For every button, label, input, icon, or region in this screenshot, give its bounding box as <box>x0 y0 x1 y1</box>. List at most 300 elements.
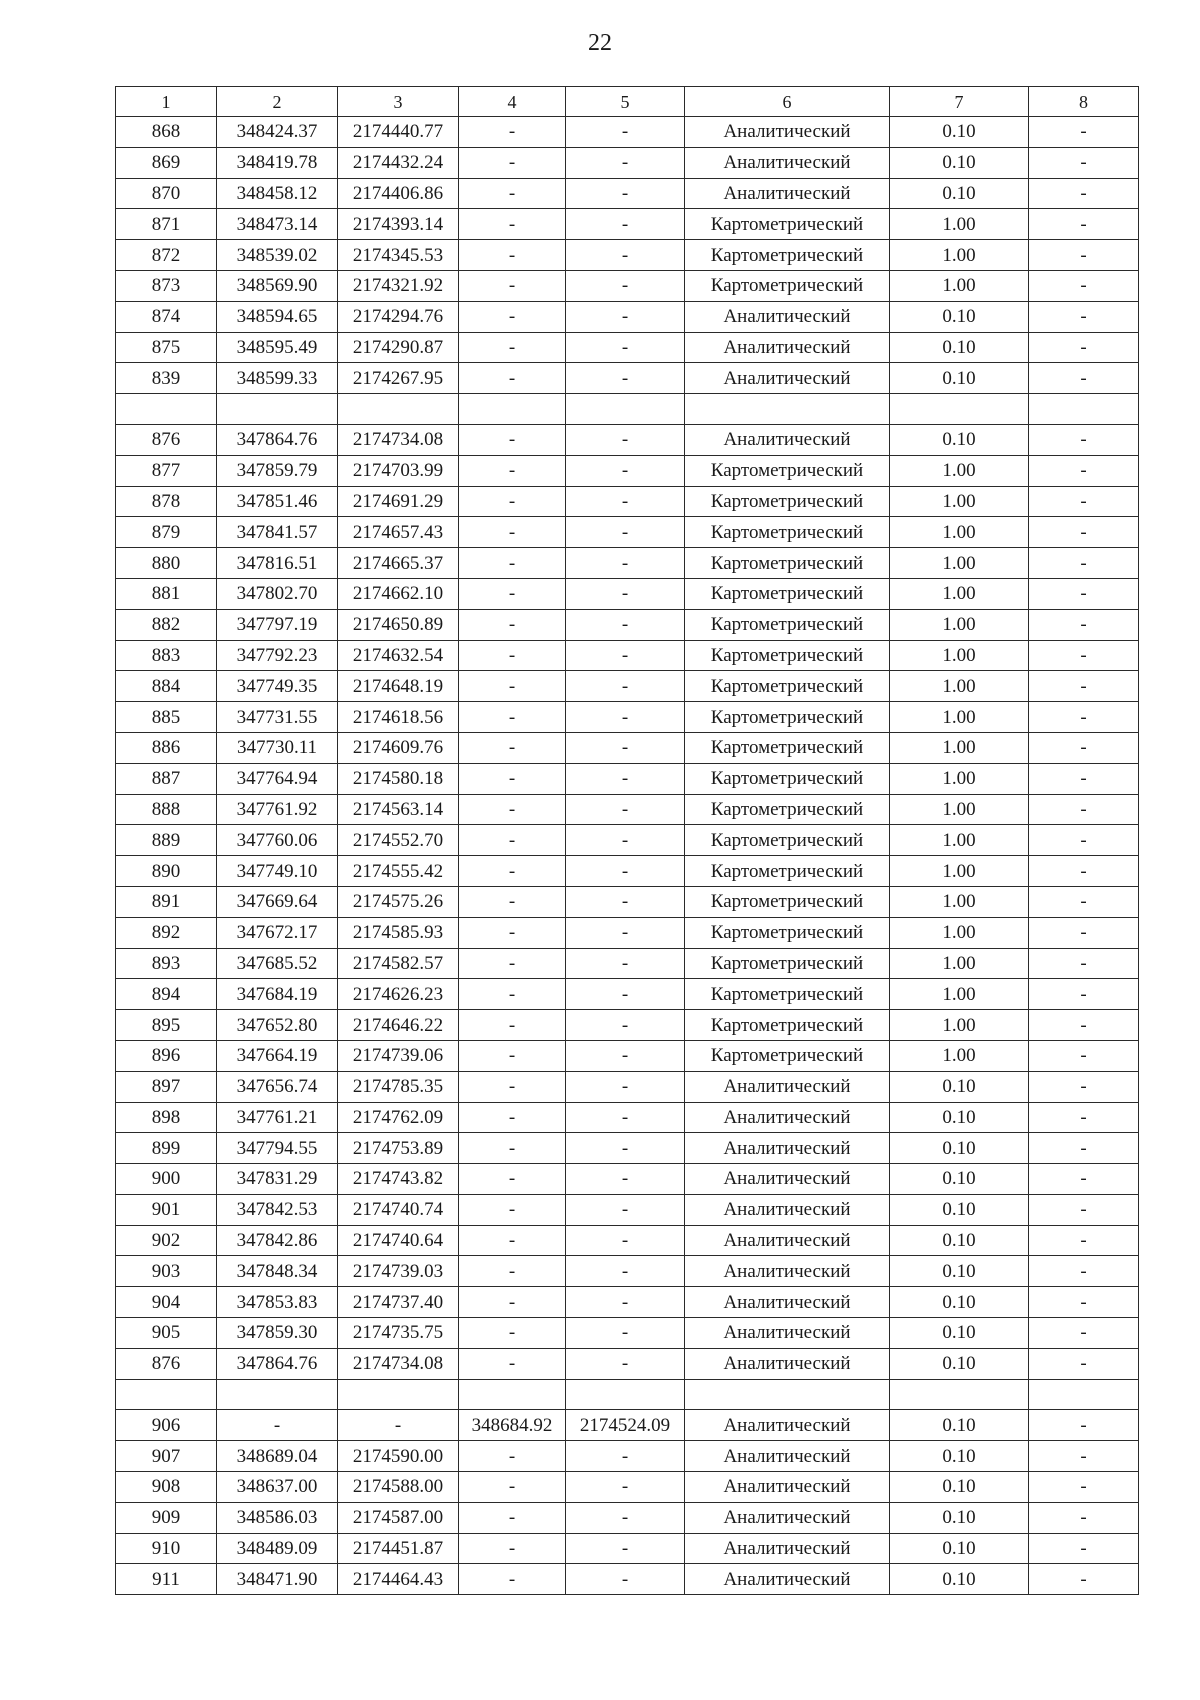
description-cell: - <box>1029 794 1139 825</box>
point-number-cell: 882 <box>116 609 217 640</box>
x-new-cell: - <box>459 1287 566 1318</box>
x-coordinate-cell: 348458.12 <box>217 178 338 209</box>
x-coordinate-cell: 347841.57 <box>217 517 338 548</box>
table-row <box>116 671 1139 702</box>
x-new-cell: - <box>459 1472 566 1503</box>
description-cell: - <box>1029 702 1139 733</box>
x-new-cell: - <box>459 609 566 640</box>
x-coordinate-cell: 348424.37 <box>217 117 338 148</box>
description-cell: - <box>1029 917 1139 948</box>
table-row <box>116 209 1139 240</box>
point-number-cell: 884 <box>116 671 217 702</box>
x-coordinate-cell: 347792.23 <box>217 640 338 671</box>
table-row <box>116 948 1139 979</box>
y-coordinate-cell: 2174650.89 <box>338 609 459 640</box>
x-new-cell: - <box>459 1256 566 1287</box>
y-new-cell: - <box>566 178 685 209</box>
point-number-cell <box>116 1379 217 1410</box>
accuracy-cell: 0.10 <box>890 332 1029 363</box>
accuracy-cell: 1.00 <box>890 455 1029 486</box>
y-coordinate-cell <box>338 394 459 425</box>
y-new-cell: - <box>566 1318 685 1349</box>
point-number-cell: 869 <box>116 147 217 178</box>
y-new-cell: - <box>566 455 685 486</box>
accuracy-cell: 0.10 <box>890 1071 1029 1102</box>
y-coordinate-cell: 2174580.18 <box>338 763 459 794</box>
x-coordinate-cell: 347761.21 <box>217 1102 338 1133</box>
y-new-cell: - <box>566 1348 685 1379</box>
y-new-cell: - <box>566 147 685 178</box>
point-number-cell: 904 <box>116 1287 217 1318</box>
y-coordinate-cell: 2174575.26 <box>338 886 459 917</box>
x-new-cell: - <box>459 332 566 363</box>
method-cell: Аналитический <box>685 1502 890 1533</box>
table-row <box>116 763 1139 794</box>
description-cell: - <box>1029 1410 1139 1441</box>
x-new-cell: - <box>459 178 566 209</box>
x-coordinate-cell: 348569.90 <box>217 270 338 301</box>
table-row <box>116 1348 1139 1379</box>
accuracy-cell: 0.10 <box>890 1533 1029 1564</box>
x-coordinate-cell: 348595.49 <box>217 332 338 363</box>
accuracy-cell: 1.00 <box>890 1010 1029 1041</box>
x-coordinate-cell: 348471.90 <box>217 1564 338 1595</box>
x-new-cell: - <box>459 794 566 825</box>
y-new-cell: - <box>566 1564 685 1595</box>
point-number-cell: 893 <box>116 948 217 979</box>
description-cell: - <box>1029 1502 1139 1533</box>
coordinates-table <box>115 86 1139 1595</box>
point-number-cell: 906 <box>116 1410 217 1441</box>
y-coordinate-cell: 2174290.87 <box>338 332 459 363</box>
method-cell: Аналитический <box>685 1256 890 1287</box>
y-coordinate-cell: 2174743.82 <box>338 1164 459 1195</box>
table-row <box>116 117 1139 148</box>
accuracy-cell: 1.00 <box>890 794 1029 825</box>
method-cell: Аналитический <box>685 1194 890 1225</box>
accuracy-cell: 1.00 <box>890 578 1029 609</box>
accuracy-cell: 1.00 <box>890 548 1029 579</box>
y-coordinate-cell: 2174740.64 <box>338 1225 459 1256</box>
method-cell: Аналитический <box>685 147 890 178</box>
x-new-cell: - <box>459 424 566 455</box>
table-row <box>116 240 1139 271</box>
point-number-cell: 839 <box>116 363 217 394</box>
table-row <box>116 1533 1139 1564</box>
x-coordinate-cell: 347685.52 <box>217 948 338 979</box>
accuracy-cell: 1.00 <box>890 917 1029 948</box>
point-number-cell: 873 <box>116 270 217 301</box>
x-coordinate-cell: 347761.92 <box>217 794 338 825</box>
accuracy-cell: 0.10 <box>890 1287 1029 1318</box>
column-header: 4 <box>459 87 566 117</box>
x-new-cell: - <box>459 240 566 271</box>
y-coordinate-cell: 2174563.14 <box>338 794 459 825</box>
table-header-row <box>116 87 1139 117</box>
point-number-cell: 899 <box>116 1133 217 1164</box>
table-row <box>116 886 1139 917</box>
y-new-cell: - <box>566 424 685 455</box>
description-cell: - <box>1029 363 1139 394</box>
x-new-cell: - <box>459 1133 566 1164</box>
table-row <box>116 1102 1139 1133</box>
point-number-cell: 879 <box>116 517 217 548</box>
method-cell: Аналитический <box>685 1225 890 1256</box>
method-cell: Картометрический <box>685 732 890 763</box>
y-coordinate-cell: 2174735.75 <box>338 1318 459 1349</box>
point-number-cell: 910 <box>116 1533 217 1564</box>
column-header: 2 <box>217 87 338 117</box>
x-new-cell: - <box>459 486 566 517</box>
x-coordinate-cell: 347669.64 <box>217 886 338 917</box>
table-row <box>116 394 1139 425</box>
y-coordinate-cell: 2174734.08 <box>338 424 459 455</box>
table-row <box>116 1164 1139 1195</box>
column-header: 5 <box>566 87 685 117</box>
method-cell: Картометрический <box>685 856 890 887</box>
y-coordinate-cell: 2174646.22 <box>338 1010 459 1041</box>
y-new-cell: - <box>566 856 685 887</box>
y-coordinate-cell: 2174555.42 <box>338 856 459 887</box>
table-row <box>116 424 1139 455</box>
x-coordinate-cell: 347851.46 <box>217 486 338 517</box>
x-new-cell: - <box>459 948 566 979</box>
point-number-cell: 887 <box>116 763 217 794</box>
x-coordinate-cell: 347859.79 <box>217 455 338 486</box>
description-cell: - <box>1029 1102 1139 1133</box>
y-coordinate-cell: 2174737.40 <box>338 1287 459 1318</box>
x-new-cell <box>459 394 566 425</box>
point-number-cell: 898 <box>116 1102 217 1133</box>
column-header: 6 <box>685 87 890 117</box>
method-cell: Картометрический <box>685 609 890 640</box>
table-row <box>116 301 1139 332</box>
method-cell: Картометрический <box>685 640 890 671</box>
x-coordinate-cell: 347864.76 <box>217 1348 338 1379</box>
x-new-cell: - <box>459 363 566 394</box>
accuracy-cell: 1.00 <box>890 856 1029 887</box>
description-cell: - <box>1029 1133 1139 1164</box>
x-new-cell: - <box>459 1564 566 1595</box>
point-number-cell: 895 <box>116 1010 217 1041</box>
method-cell: Аналитический <box>685 1441 890 1472</box>
x-coordinate-cell: 348539.02 <box>217 240 338 271</box>
y-new-cell: - <box>566 763 685 794</box>
table-row <box>116 363 1139 394</box>
accuracy-cell: 1.00 <box>890 671 1029 702</box>
accuracy-cell <box>890 1379 1029 1410</box>
y-new-cell: - <box>566 1071 685 1102</box>
accuracy-cell: 0.10 <box>890 1502 1029 1533</box>
accuracy-cell: 1.00 <box>890 270 1029 301</box>
point-number-cell: 877 <box>116 455 217 486</box>
method-cell: Аналитический <box>685 332 890 363</box>
x-coordinate-cell <box>217 1379 338 1410</box>
y-new-cell: - <box>566 363 685 394</box>
description-cell: - <box>1029 1194 1139 1225</box>
description-cell: - <box>1029 1564 1139 1595</box>
accuracy-cell: 0.10 <box>890 1410 1029 1441</box>
description-cell: - <box>1029 671 1139 702</box>
method-cell: Аналитический <box>685 301 890 332</box>
point-number-cell: 881 <box>116 578 217 609</box>
description-cell: - <box>1029 825 1139 856</box>
y-coordinate-cell: 2174739.06 <box>338 1040 459 1071</box>
point-number-cell: 891 <box>116 886 217 917</box>
accuracy-cell: 1.00 <box>890 640 1029 671</box>
method-cell: Аналитический <box>685 1071 890 1102</box>
table-row <box>116 1318 1139 1349</box>
description-cell: - <box>1029 763 1139 794</box>
x-new-cell: - <box>459 548 566 579</box>
x-coordinate-cell: 348599.33 <box>217 363 338 394</box>
method-cell: Картометрический <box>685 455 890 486</box>
method-cell: Аналитический <box>685 424 890 455</box>
x-coordinate-cell: 347816.51 <box>217 548 338 579</box>
accuracy-cell: 0.10 <box>890 1564 1029 1595</box>
method-cell: Картометрический <box>685 1010 890 1041</box>
method-cell: Аналитический <box>685 117 890 148</box>
y-coordinate-cell: 2174590.00 <box>338 1441 459 1472</box>
y-coordinate-cell: 2174626.23 <box>338 979 459 1010</box>
point-number-cell: 905 <box>116 1318 217 1349</box>
point-number-cell: 901 <box>116 1194 217 1225</box>
table-row <box>116 1071 1139 1102</box>
column-header: 1 <box>116 87 217 117</box>
table-row <box>116 486 1139 517</box>
method-cell: Аналитический <box>685 1348 890 1379</box>
method-cell: Картометрический <box>685 702 890 733</box>
x-new-cell: - <box>459 886 566 917</box>
description-cell: - <box>1029 517 1139 548</box>
x-new-cell: - <box>459 117 566 148</box>
accuracy-cell: 0.10 <box>890 1102 1029 1133</box>
method-cell: Картометрический <box>685 948 890 979</box>
accuracy-cell: 0.10 <box>890 1256 1029 1287</box>
table-row <box>116 1256 1139 1287</box>
x-coordinate-cell: 347760.06 <box>217 825 338 856</box>
x-coordinate-cell: 348637.00 <box>217 1472 338 1503</box>
table-row <box>116 1010 1139 1041</box>
x-coordinate-cell: 347749.35 <box>217 671 338 702</box>
table-row <box>116 578 1139 609</box>
y-coordinate-cell: 2174662.10 <box>338 578 459 609</box>
description-cell: - <box>1029 1533 1139 1564</box>
y-coordinate-cell: 2174648.19 <box>338 671 459 702</box>
x-coordinate-cell: 347764.94 <box>217 763 338 794</box>
table-row <box>116 825 1139 856</box>
y-coordinate-cell: 2174267.95 <box>338 363 459 394</box>
y-new-cell: - <box>566 1502 685 1533</box>
y-coordinate-cell: 2174321.92 <box>338 270 459 301</box>
description-cell: - <box>1029 979 1139 1010</box>
y-new-cell <box>566 1379 685 1410</box>
x-coordinate-cell: 347672.17 <box>217 917 338 948</box>
accuracy-cell: 0.10 <box>890 1318 1029 1349</box>
accuracy-cell: 0.10 <box>890 117 1029 148</box>
y-new-cell: - <box>566 486 685 517</box>
table-row <box>116 609 1139 640</box>
accuracy-cell: 0.10 <box>890 1133 1029 1164</box>
x-coordinate-cell: 348489.09 <box>217 1533 338 1564</box>
method-cell: Аналитический <box>685 1472 890 1503</box>
method-cell: Аналитический <box>685 1164 890 1195</box>
accuracy-cell: 1.00 <box>890 517 1029 548</box>
accuracy-cell: 0.10 <box>890 1348 1029 1379</box>
x-new-cell: 348684.92 <box>459 1410 566 1441</box>
y-new-cell: - <box>566 1256 685 1287</box>
description-cell: - <box>1029 1071 1139 1102</box>
x-new-cell: - <box>459 1533 566 1564</box>
point-number-cell: 885 <box>116 702 217 733</box>
y-new-cell: - <box>566 794 685 825</box>
table-row <box>116 1040 1139 1071</box>
y-coordinate-cell: - <box>338 1410 459 1441</box>
y-new-cell: - <box>566 1441 685 1472</box>
description-cell: - <box>1029 732 1139 763</box>
description-cell: - <box>1029 178 1139 209</box>
method-cell: Картометрический <box>685 671 890 702</box>
description-cell: - <box>1029 486 1139 517</box>
accuracy-cell: 1.00 <box>890 763 1029 794</box>
accuracy-cell: 1.00 <box>890 732 1029 763</box>
description-cell: - <box>1029 301 1139 332</box>
column-header: 7 <box>890 87 1029 117</box>
y-coordinate-cell: 2174587.00 <box>338 1502 459 1533</box>
x-new-cell: - <box>459 702 566 733</box>
point-number-cell: 894 <box>116 979 217 1010</box>
x-new-cell: - <box>459 1225 566 1256</box>
x-coordinate-cell: 347831.29 <box>217 1164 338 1195</box>
description-cell: - <box>1029 209 1139 240</box>
accuracy-cell: 0.10 <box>890 178 1029 209</box>
y-new-cell: - <box>566 1287 685 1318</box>
description-cell: - <box>1029 1441 1139 1472</box>
point-number-cell: 883 <box>116 640 217 671</box>
table-row <box>116 1287 1139 1318</box>
description-cell: - <box>1029 332 1139 363</box>
y-new-cell: - <box>566 1040 685 1071</box>
point-number-cell: 868 <box>116 117 217 148</box>
point-number-cell: 907 <box>116 1441 217 1472</box>
y-coordinate-cell: 2174703.99 <box>338 455 459 486</box>
table-row <box>116 1564 1139 1595</box>
point-number-cell: 876 <box>116 1348 217 1379</box>
x-new-cell: - <box>459 1194 566 1225</box>
y-coordinate-cell: 2174762.09 <box>338 1102 459 1133</box>
y-new-cell: - <box>566 702 685 733</box>
point-number-cell: 900 <box>116 1164 217 1195</box>
accuracy-cell: 0.10 <box>890 363 1029 394</box>
x-coordinate-cell: 347797.19 <box>217 609 338 640</box>
x-new-cell: - <box>459 825 566 856</box>
x-coordinate-cell: 347864.76 <box>217 424 338 455</box>
table-row <box>116 332 1139 363</box>
x-new-cell: - <box>459 1010 566 1041</box>
point-number-cell: 872 <box>116 240 217 271</box>
table-row <box>116 1472 1139 1503</box>
y-coordinate-cell: 2174665.37 <box>338 548 459 579</box>
accuracy-cell: 1.00 <box>890 240 1029 271</box>
x-new-cell: - <box>459 763 566 794</box>
x-new-cell: - <box>459 856 566 887</box>
table-row <box>116 1225 1139 1256</box>
accuracy-cell: 0.10 <box>890 1194 1029 1225</box>
description-cell: - <box>1029 1225 1139 1256</box>
x-new-cell: - <box>459 1348 566 1379</box>
description-cell: - <box>1029 1287 1139 1318</box>
y-coordinate-cell: 2174294.76 <box>338 301 459 332</box>
y-new-cell: - <box>566 117 685 148</box>
point-number-cell: 909 <box>116 1502 217 1533</box>
y-coordinate-cell: 2174440.77 <box>338 117 459 148</box>
table-row <box>116 147 1139 178</box>
y-new-cell: - <box>566 578 685 609</box>
x-coordinate-cell: 347652.80 <box>217 1010 338 1041</box>
table-row <box>116 1410 1139 1441</box>
point-number-cell <box>116 394 217 425</box>
x-new-cell: - <box>459 209 566 240</box>
y-new-cell: - <box>566 332 685 363</box>
y-new-cell: - <box>566 517 685 548</box>
point-number-cell: 878 <box>116 486 217 517</box>
y-coordinate-cell: 2174739.03 <box>338 1256 459 1287</box>
point-number-cell: 896 <box>116 1040 217 1071</box>
y-coordinate-cell: 2174393.14 <box>338 209 459 240</box>
y-new-cell: - <box>566 1194 685 1225</box>
description-cell: - <box>1029 886 1139 917</box>
x-coordinate-cell: 348586.03 <box>217 1502 338 1533</box>
column-header: 8 <box>1029 87 1139 117</box>
y-new-cell: - <box>566 640 685 671</box>
accuracy-cell: 1.00 <box>890 486 1029 517</box>
table-row <box>116 979 1139 1010</box>
description-cell: - <box>1029 1256 1139 1287</box>
method-cell: Аналитический <box>685 1102 890 1133</box>
y-coordinate-cell: 2174432.24 <box>338 147 459 178</box>
y-new-cell: - <box>566 979 685 1010</box>
point-number-cell: 908 <box>116 1472 217 1503</box>
x-coordinate-cell: 347664.19 <box>217 1040 338 1071</box>
point-number-cell: 902 <box>116 1225 217 1256</box>
description-cell: - <box>1029 240 1139 271</box>
x-new-cell: - <box>459 455 566 486</box>
y-new-cell: - <box>566 1533 685 1564</box>
description-cell: - <box>1029 640 1139 671</box>
method-cell: Аналитический <box>685 1533 890 1564</box>
y-new-cell: - <box>566 609 685 640</box>
table-row <box>116 517 1139 548</box>
accuracy-cell: 0.10 <box>890 1472 1029 1503</box>
y-coordinate-cell: 2174632.54 <box>338 640 459 671</box>
description-cell: - <box>1029 1164 1139 1195</box>
y-new-cell: - <box>566 732 685 763</box>
x-new-cell: - <box>459 1071 566 1102</box>
y-coordinate-cell: 2174451.87 <box>338 1533 459 1564</box>
point-number-cell: 874 <box>116 301 217 332</box>
x-new-cell: - <box>459 1318 566 1349</box>
x-coordinate-cell: 347731.55 <box>217 702 338 733</box>
point-number-cell: 871 <box>116 209 217 240</box>
accuracy-cell: 0.10 <box>890 424 1029 455</box>
table-row <box>116 732 1139 763</box>
y-new-cell: - <box>566 886 685 917</box>
accuracy-cell <box>890 394 1029 425</box>
table-row <box>116 794 1139 825</box>
method-cell: Картометрический <box>685 794 890 825</box>
y-new-cell: - <box>566 1102 685 1133</box>
point-number-cell: 886 <box>116 732 217 763</box>
